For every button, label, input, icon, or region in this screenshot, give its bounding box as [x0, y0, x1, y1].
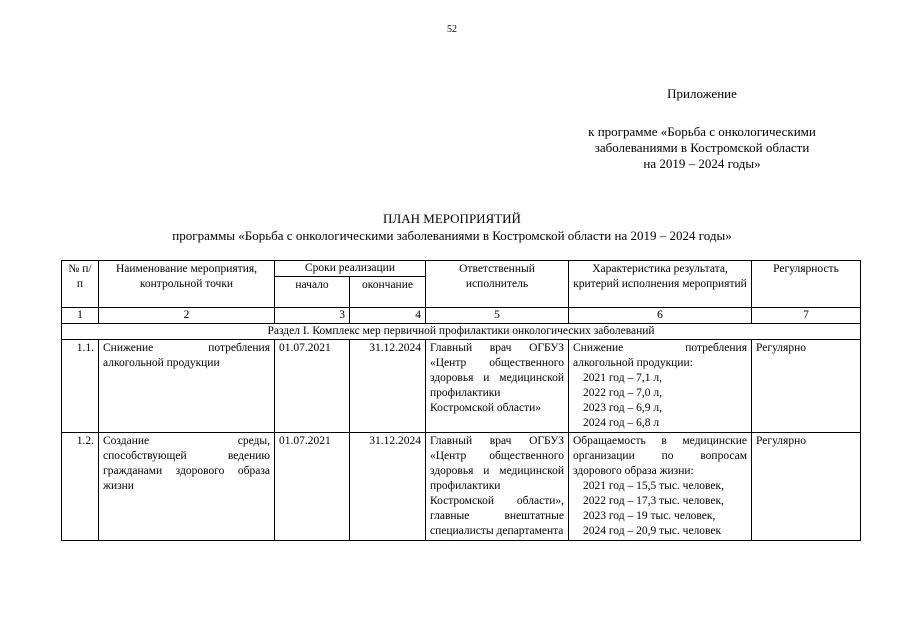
- header-num: № п/п: [62, 261, 99, 308]
- plan-title: ПЛАН МЕРОПРИЯТИЙ: [383, 211, 521, 226]
- header-name: Наименование мероприятия, контрольной точки: [99, 261, 275, 308]
- result-item: 2021 год – 15,5 тыс. человек,: [583, 480, 724, 492]
- result-text: Снижение потребления алкогольной продукции:: [573, 342, 747, 369]
- plan-subtitle: программы «Борьба с онкологическими заболеваниями в Костромской области на 2019 – 2024 годы»: [172, 228, 732, 243]
- column-numbers-row: [62, 308, 861, 324]
- result-item: 2023 год – 19 тыс. человек,: [583, 510, 716, 522]
- column-number: 4: [350, 308, 426, 324]
- row-end: 31.12.2024: [350, 433, 426, 541]
- appendix-title: Приложение: [667, 86, 737, 101]
- result-item: 2024 год – 20,9 тыс. человек: [583, 525, 722, 537]
- result-item: 2022 год – 17,3 тыс. человек,: [583, 495, 724, 507]
- column-number: 1: [62, 308, 99, 324]
- table-row: [62, 340, 861, 433]
- appendix-reference: [566, 124, 838, 172]
- header-start: начало: [275, 277, 350, 308]
- table-row: [62, 433, 861, 541]
- appendix-line: заболеваниями в Костромской области: [594, 140, 810, 155]
- column-number: 2: [99, 308, 275, 324]
- row-result: [569, 340, 752, 433]
- table-header-row: [62, 261, 861, 277]
- plan-heading: [0, 210, 904, 244]
- row-executor: Главный врач ОГБУЗ «Центр общественного здоровья и медицинской профилактики Костромской области»: [426, 340, 569, 433]
- row-result: [569, 433, 752, 541]
- appendix-line: на 2019 – 2024 годы»: [643, 156, 761, 171]
- column-number: 3: [275, 308, 350, 324]
- row-num: 1.2.: [62, 433, 99, 541]
- row-num: 1.1.: [62, 340, 99, 433]
- header-result: Характеристика результата, критерий исполнения мероприятий: [569, 261, 752, 308]
- events-plan-table: [61, 260, 861, 541]
- row-name: Снижение потребления алкогольной продукции: [99, 340, 275, 433]
- column-number: 7: [752, 308, 861, 324]
- header-end: окончание: [350, 277, 426, 308]
- row-regularity: Регулярно: [752, 340, 861, 433]
- row-end: 31.12.2024: [350, 340, 426, 433]
- column-number: 5: [426, 308, 569, 324]
- column-number: 6: [569, 308, 752, 324]
- result-item: 2021 год – 7,1 л,: [583, 372, 662, 384]
- appendix-line: к программе «Борьба с онкологическими: [588, 124, 816, 139]
- row-executor: Главный врач ОГБУЗ «Центр общественного здоровья и медицинской профилактики Костромской области», главные внештатные специалисты департамента: [426, 433, 569, 541]
- row-regularity: Регулярно: [752, 433, 861, 541]
- result-item: 2023 год – 6,9 л,: [583, 402, 662, 414]
- section-title: Раздел I. Комплекс мер первичной профилактики онкологических заболеваний: [62, 324, 861, 340]
- result-item: 2022 год – 7,0 л,: [583, 387, 662, 399]
- header-executor: Ответственный исполнитель: [426, 261, 569, 308]
- row-start: 01.07.2021: [275, 340, 350, 433]
- page-number: 52: [447, 24, 457, 35]
- header-regularity: Регулярность: [752, 261, 861, 308]
- section-row: [62, 324, 861, 340]
- row-name: Создание среды, способствующей ведению гражданами здорового образа жизни: [99, 433, 275, 541]
- result-item: 2024 год – 6,8 л: [583, 417, 660, 429]
- row-start: 01.07.2021: [275, 433, 350, 541]
- header-terms: Сроки реализации: [275, 261, 426, 277]
- result-text: Обращаемость в медицинские организации по вопросам здорового образа жизни:: [573, 435, 747, 477]
